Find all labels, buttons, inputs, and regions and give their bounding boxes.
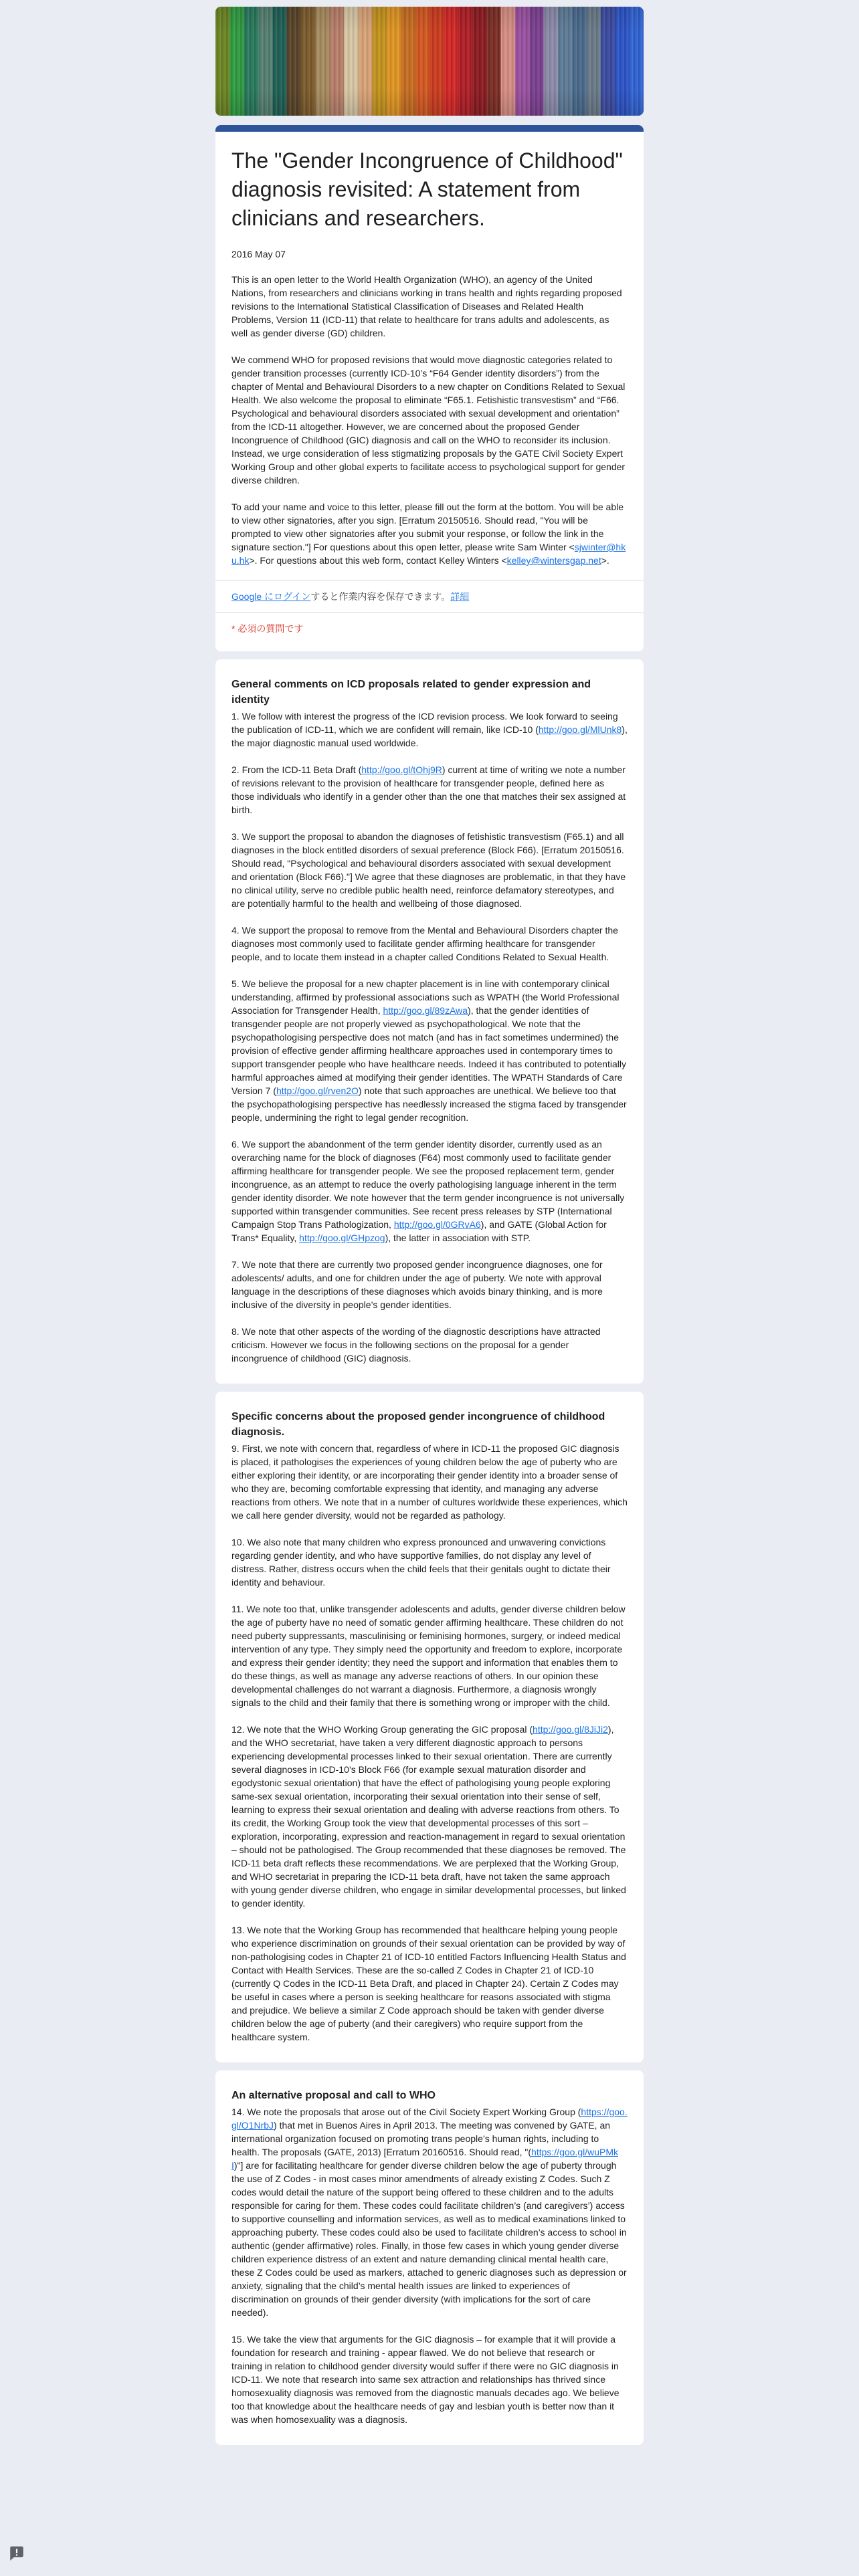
paragraph [231,1258,628,1311]
text-run: >. For questions about this web form, contact Kelley Winters < [249,555,507,566]
text-run: 3. We support the proposal to abandon the diagnoses of fetishistic transvestism (F65.1) and all diagnoses in the block entitled disorders of sexual preference (Block F66). [Erratum 20150516. Should read, "Psychological and behavioural disorders associated with sexual development and orientation (Block F66)."] We agree that these diagnoses are problematic, in that they have no clinical utility, serve no credible public health need, reinforce defamatory stereotypes, and are potentially harmful to the health and wellbeing of those diagnosed. [231,831,626,909]
text-run: 15. We take the view that arguments for the GIC diagnosis – for example that it will provide a foundation for research and training - appear flawed. We do not believe that research or training in relation to childhood gender diversity would suffer if there were no GIC diagnosis in ICD-11. We note that research into same sex attraction and relationships has thrived since homosexuality diagnosis was removed from the diagnostic manuals decades ago. We believe too that knowledge about the healthcare needs of gay and lesbian youth is better now than it was when homosexuality was a diagnosis. [231,2334,619,2425]
text-run: ) note that such approaches are unethical. We believe too that the psychopathologising perspective has needlessly increased the stigma faced by transgender people, undermining the right to legal gender recognition. [231,1085,627,1123]
text-run: >. [601,555,609,566]
paragraph [231,1325,628,1365]
text-run: We commend WHO for proposed revisions that would move diagnostic categories related to gender transition processes (currently ICD-10’s “F64 Gender identity disorders”) from the chapter of Mental and Behavioural Disorders to a new chapter on Conditions Related to Sexual Health. We also welcome the proposal to eliminate “F65.1. Fetishistic transvestism” and “F66. Psychological and behavioural disorders associated with sexual development and orientation” from the ICD-11 altogether. However, we are concerned about the proposed Gender Incongruence of Childhood (GIC) diagnosis and call on the WHO to reconsider its inclusion. Instead, we urge consideration of less stigmatizing proposals by the GATE Civil Society Expert Working Group and other global experts to facilitate access to psychological support for gender diverse children. [231,354,626,486]
section-heading: General comments on ICD proposals related to gender expression and identity [231,679,591,706]
paragraph [231,1723,628,1910]
form-sections [215,659,644,2445]
inline-link[interactable]: http://goo.gl/MlUnk8 [538,724,622,735]
paragraph [231,710,628,750]
inline-link[interactable]: http://goo.gl/0GRvA6 [393,1219,481,1230]
form-title: The "Gender Incongruence of Childhood" diagnosis revisited: A statement from clinicians and researchers. [231,148,623,230]
inline-link[interactable]: http://goo.gl/8JiJi2 [533,1724,608,1735]
signin-details-link[interactable]: 詳細 [450,591,470,602]
text-run: 13. We note that the Working Group has recommended that healthcare helping young people who experience discrimination on grounds of their sexual orientation can be provided by way of non-pathologising codes in Chapter 21 of ICD-10 entitled Factors Influencing Health Status and Contact with Health Services. These are the so-called Z Codes in Chapter 21 of ICD-10 (currently Q Codes in the ICD-11 Beta Draft, and placed in Chapter 24). Certain Z Codes may be useful in cases where a person is seeking healthcare for reasons associated with stigma and prejudice. We believe a similar Z Code approach should be taken with gender diverse children below the age of puberty (and their caregivers) who require support from the healthcare system. [231,1925,626,2042]
text-run: )"] are for facilitating healthcare for gender diverse children below the age of puberty through the use of Z Codes - in most cases minor amendments of already existing Z Codes. Such Z codes would detail the nature of the support being offered to these children and to the adults responsible for caring for them. These codes could facilitate children’s (and caregivers’) access to supportive counselling and information services, as well as to medical examinations linked to approaching puberty. These codes could also be used to facilitate children’s access to school in authentic (gender affirmative) roles. Finally, in those few cases in which young gender diverse children experience distress of an extent and nature demanding clinical mental health care, these Z Codes could be used as markers, attached to generic diagnoses such as depression or anxiety, signaling that the child’s mental health issues are linked to experiences of discrimination on grounds of their gender diversity (with implications for the sort of care needed). [231,2160,627,2318]
text-run: 5. We believe the proposal for a new chapter placement is in line with contemporary clinical understanding, affirmed by professional associations such as WPATH (the World Professional Association for Transgender Health, [231,978,619,1016]
paragraph [231,830,628,910]
text-run: ), and GATE (Global Action for Trans* Equality, [231,1219,607,1243]
text-run: This is an open letter to the World Health Organization (WHO), an agency of the United Nations, from researchers and clinicians working in trans health and rights regarding proposed revisions to the International Statistical Classification of Diseases and Related Health Problems, Version 11 (ICD-11) that relate to healthcare for trans adults and adolescents, as well as gender diverse (GD) children. [231,274,622,338]
section-card [215,2070,644,2445]
text-run: 14. We note the proposals that arose out of the Civil Society Expert Working Group ( [231,2107,581,2117]
section-heading: An alternative proposal and call to WHO [231,2090,436,2101]
text-run: 8. We note that other aspects of the wording of the diagnostic descriptions have attracted criticism. However we focus in the following sections on the proposal for a gender incongruence of childhood (GIC) diagnosis. [231,1326,601,1364]
text-run: ), that the gender identities of transgender people are not properly viewed as psychopathological. We note that the psychopathologising perspective does not match (and has in fact sometimes undermined) the provision of effective gender affirming healthcare approaches used in contemporary times to support transgender people who have healthcare needs. Indeed it has contributed to potentially harmful approaches aimed at modifying their gender identities. The WPATH Standards of Care Version 7 ( [231,1005,626,1096]
signin-notice [215,581,644,612]
section-card [215,1392,644,2062]
inline-link[interactable]: http://goo.gl/tOhj9R [361,764,442,775]
inline-link[interactable]: kelley@wintersgap.net [506,555,601,566]
paragraph [231,1442,628,1522]
paragraph [231,1923,628,2044]
text-run: 2. From the ICD-11 Beta Draft ( [231,764,362,775]
paragraph [231,273,628,340]
paragraph [231,2105,628,2319]
inline-link[interactable]: http://goo.gl/GHpzog [299,1232,385,1243]
section-card [215,659,644,1384]
inline-link[interactable]: sjwinter@hku.hk [231,542,626,566]
paragraph [231,500,628,567]
inline-link[interactable]: http://goo.gl/rven2O [276,1085,359,1096]
inline-link[interactable]: https://goo.gl/O1NrbJ [231,2107,628,2131]
google-signin-link[interactable]: Google にログイン [231,591,311,602]
signin-text: すると作業内容を保存できます。 [310,591,451,602]
inline-link[interactable]: https://goo.gl/wuPMkI [231,2147,618,2171]
form-description [231,273,628,567]
paragraph [231,924,628,964]
form-header-image [215,7,644,116]
paragraph [231,1138,628,1245]
paragraph [231,763,628,817]
inline-link[interactable]: http://goo.gl/89zAwa [383,1005,468,1016]
form-accent-bar [215,125,644,132]
required-note: * 必須の質問です [231,623,304,634]
text-run: ), and the WHO secretariat, have taken a very different diagnostic approach to persons experiencing developmental processes linked to their sexual orientation. There are currently several diagnoses in ICD-10’s Block F66 (for example sexual maturation disorder and egodystonic sexual orientation) that have the effect of pathologising young people exploring same-sex sexual orientation, incorporating their sexual orientation into their sense of self, learning to express their sexual orientation and dealing with adverse reactions from others. To its credit, the Working Group took the view that developmental processes of this sort – exploration, incorporating, expression and reaction-management in regard to sexual orientation – should not be pathologised. The Group recommended that these diagnoses be removed. The ICD-11 beta draft reflects these recommendations. We are perplexed that the Working Group, and WHO secretariat in preparing the ICD-11 beta draft, have not taken the same approach with young gender diverse children, who engage in similar developmental processes, but linked to gender identity. [231,1724,626,1909]
paragraph [231,1535,628,1589]
text-run: ) that met in Buenos Aires in April 2013. The meeting was convened by GATE, an international organization focused on promoting trans people’s human rights, including to health. The proposals (GATE, 2013) [Erratum 20160516. Should read, "( [231,2120,611,2157]
paragraph [231,977,628,1124]
text-run: ), the latter in association with STP. [385,1232,531,1243]
text-run: 11. We note too that, unlike transgender adolescents and adults, gender diverse children below the age of puberty have no need of somatic gender affirming healthcare. These children do not need puberty suppressants, masculinising or feminising hormones, surgery, or indeed medical intervention of any type. They simply need the opportunity and freedom to explore, incorporate and express their gender identity; they need the support and information that enables them to do these things, as well as manage any adverse reactions of others. In our opinion these developmental challenges do not warrant a diagnosis. Furthermore, a diagnosis wrongly signals to the child and their family that there is something wrong or improper with the child. [231,1604,626,1708]
text-run: 4. We support the proposal to remove from the Mental and Behavioural Disorders chapter the diagnoses most commonly used to facilitate gender affirming healthcare for transgender people, and to locate them instead in a chapter called Conditions Related to Sexual Health. [231,925,618,962]
form-title-card [215,125,644,651]
text-run: 6. We support the abandonment of the term gender identity disorder, currently used as an overarching name for the block of diagnoses (F64) most commonly used to facilitate gender affirming healthcare for transgender people. We see the proposed replacement term, gender incongruence, as an attempt to reduce the overly pathologising language inherent in the term gender identity disorder. We note however that the term gender incongruence is not universally supported within transgender communities. See recent press releases by STP (International Campaign Stop Trans Pathologization, [231,1139,625,1230]
text-run: To add your name and voice to this letter, please fill out the form at the bottom. You will be able to view other signatories, after you sign. [Erratum 20150516. Should read, "You will be prompted to view other signatories after you submit your response, or follow the link in the signature section."] For questions about this open letter, please write Sam Winter < [231,502,624,552]
paragraph [231,2333,628,2426]
text-run: ) current at time of writing we note a number of revisions relevant to the provision of healthcare for transgender people, defined here as those individuals who identify in a gender other than the one that matches their sex assigned at birth. [231,764,626,815]
speech-bubble-exclamation-icon [8,2545,25,2562]
form-date: 2016 May 07 [231,249,286,259]
form-column [215,0,644,2445]
paragraph [231,353,628,487]
text-run: ), the major diagnostic manual used worldwide. [231,724,628,748]
section-heading: Specific concerns about the proposed gender incongruence of childhood diagnosis. [231,1411,605,1438]
text-run: 9. First, we note with concern that, regardless of where in ICD-11 the proposed GIC diagnosis is placed, it pathologises the experiences of young children below the age of puberty who are either exploring their identity, or are incorporating their gender identity into a broader sense of who they are, becoming comfortable expressing that identity, and managing any adverse reactions from others. We note that in a number of cultures worldwide these experiences, which we call here gender diversity, would not be regarded as pathology. [231,1443,628,1521]
report-abuse-button[interactable] [8,2544,27,2563]
text-run: 1. We follow with interest the progress of the ICD revision process. We look forward to seeing the publication of ICD-11, which we are confident will remain, like ICD-10 ( [231,711,618,735]
text-run: 12. We note that the WHO Working Group generating the GIC proposal ( [231,1724,533,1735]
text-run: 10. We also note that many children who express pronounced and unwavering convictions regarding gender identity, and who have supportive families, do not display any level of distress. Rather, distress occurs when the child feels that their genitals ought to dictate their identity and behaviour. [231,1537,611,1588]
paragraph [231,1602,628,1709]
text-run: 7. We note that there are currently two proposed gender incongruence diagnoses, one for adolescents/ adults, and one for children under the age of puberty. We note with approval language in the descriptions of these diagnoses which avoids binary thinking, and is more inclusive of the diversity in people’s gender identities. [231,1259,603,1310]
